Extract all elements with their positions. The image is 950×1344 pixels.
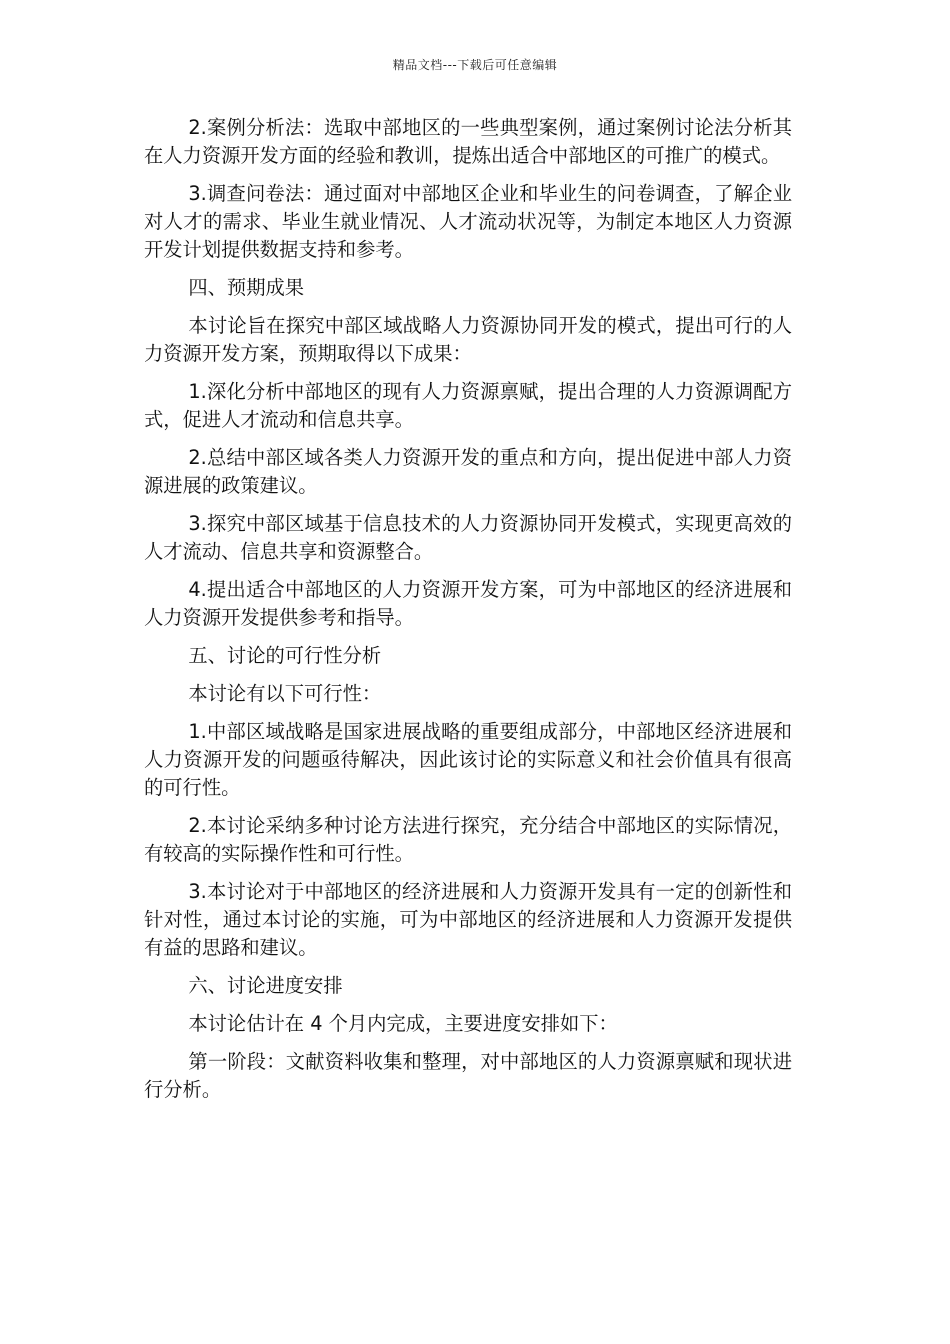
section-heading-schedule: 六、讨论进度安排	[188, 974, 343, 997]
paragraph-result-1: 1.深化分析中部地区的现有人力资源禀赋，提出合理的人力资源调配方式，促进人才流动和信息共享。	[144, 380, 792, 431]
paragraph-feasibility-intro: 本讨论有以下可行性：	[188, 682, 382, 705]
paragraph-feasibility-2: 2.本讨论采纳多种讨论方法进行探究，充分结合中部地区的实际情况，有较高的实际操作性和可行性。	[144, 814, 792, 865]
section-heading-feasibility: 五、讨论的可行性分析	[188, 644, 382, 667]
paragraph-feasibility-3: 3.本讨论对于中部地区的经济进展和人力资源开发具有一定的创新性和针对性，通过本讨论的实施，可为中部地区的经济进展和人力资源开发提供有益的思路和建议。	[144, 880, 792, 959]
paragraph-survey: 3.调查问卷法：通过面对中部地区企业和毕业生的问卷调查，了解企业对人才的需求、毕业生就业情况、人才流动状况等，为制定本地区人力资源开发计划提供数据支持和参考。	[144, 182, 792, 261]
paragraph-feasibility-1: 1.中部区域战略是国家进展战略的重要组成部分，中部地区经济进展和人力资源开发的问题亟待解决，因此该讨论的实际意义和社会价值具有很高的可行性。	[144, 720, 792, 799]
document-body	[144, 114, 792, 1114]
paragraph-schedule-intro: 本讨论估计在 4 个月内完成，主要进度安排如下：	[188, 1012, 618, 1035]
section-heading-expected-results: 四、预期成果	[188, 276, 305, 299]
paragraph-phase-1: 第一阶段：文献资料收集和整理，对中部地区的人力资源禀赋和现状进行分析。	[144, 1050, 792, 1101]
page-header: 精品文档---下载后可任意编辑	[392, 58, 558, 72]
paragraph-result-2: 2.总结中部区域各类人力资源开发的重点和方向，提出促进中部人力资源进展的政策建议。	[144, 446, 792, 497]
paragraph-result-4: 4.提出适合中部地区的人力资源开发方案，可为中部地区的经济进展和人力资源开发提供参考和指导。	[144, 578, 792, 629]
paragraph-result-3: 3.探究中部区域基于信息技术的人力资源协同开发模式，实现更高效的人才流动、信息共享和资源整合。	[144, 512, 792, 563]
paragraph-results-intro: 本讨论旨在探究中部区域战略人力资源协同开发的模式，提出可行的人力资源开发方案，预期取得以下成果：	[144, 314, 792, 365]
paragraph-case-analysis: 2.案例分析法：选取中部地区的一些典型案例，通过案例讨论法分析其在人力资源开发方面的经验和教训，提炼出适合中部地区的可推广的模式。	[144, 116, 792, 167]
